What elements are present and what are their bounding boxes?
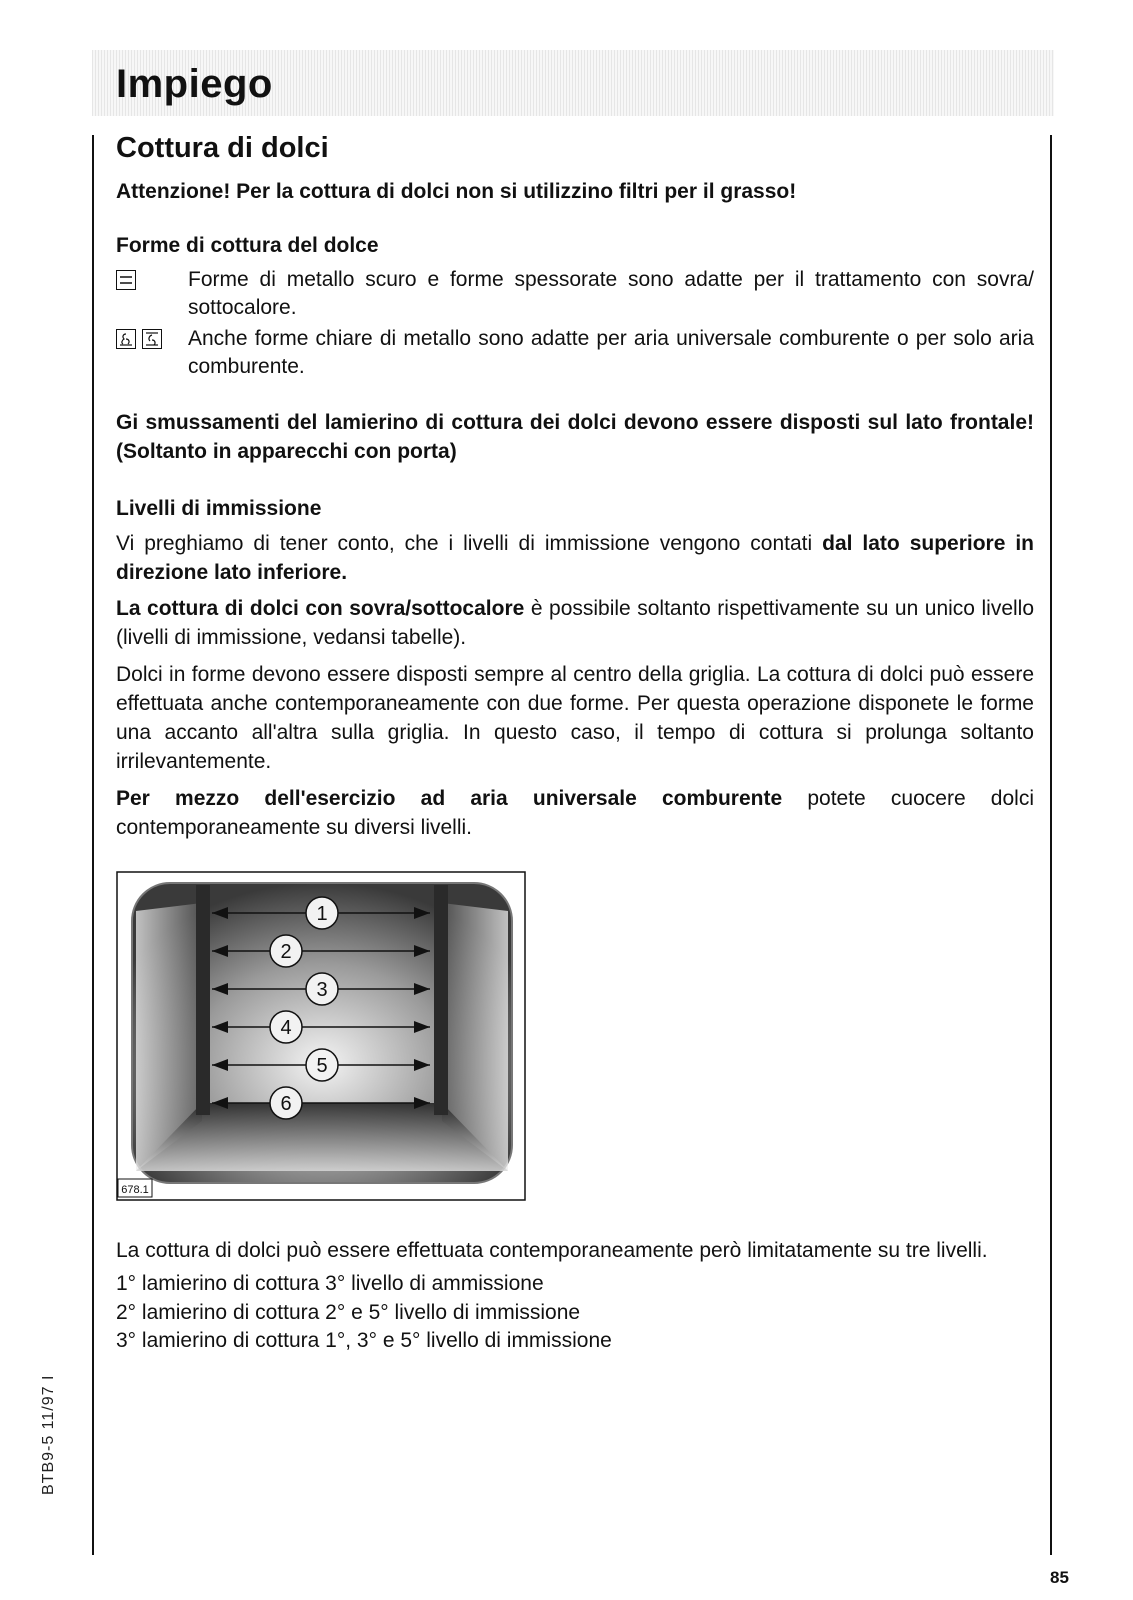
level-label: 1 — [316, 903, 328, 926]
right-margin-rule — [1050, 135, 1052, 1555]
level-label: 6 — [280, 1093, 292, 1116]
document-code: BTB9-5 11/97 I — [40, 1374, 57, 1495]
oven-interior-diagram — [116, 871, 526, 1201]
main-content — [116, 130, 1034, 1356]
list-item: 3° lamierino di cottura 1°, 3° e 5° livello di immissione — [116, 1329, 612, 1353]
left-margin-rule — [92, 135, 94, 1555]
right-shelf-rail — [434, 885, 448, 1115]
single-level-emphasis: La cottura di dolci con sovra/sottocalore — [116, 597, 525, 621]
universal-air-text: potete cuocere dolci contemporaneamente su diversi livelli. — [116, 787, 1034, 840]
level-label: 2 — [280, 941, 292, 964]
three-levels-paragraph: La cottura di dolci può essere effettuata contemporaneamente però limitatamente su tre livelli. — [116, 1239, 988, 1263]
level-label: 3 — [316, 979, 328, 1002]
levels-paragraph — [116, 530, 1034, 588]
universal-air-paragraph — [116, 785, 1034, 843]
universal-air-emphasis: Per mezzo dell'esercizio ad aria universale comburente — [116, 787, 783, 811]
universal-air-icon — [116, 329, 136, 349]
page-title: Impiego — [116, 62, 273, 106]
oven-levels-figure — [116, 871, 526, 1201]
list-item: 1° lamierino di cottura 3° livello di ammissione — [116, 1272, 544, 1296]
hot-air-icon — [142, 329, 162, 349]
level-label: 5 — [316, 1055, 328, 1078]
dark-metal-forms-text: Forme di metallo scuro e forme spessorate sono adatte per il trattamento con sovra/ sottocalore. — [188, 267, 1034, 320]
light-metal-forms-text: Anche forme chiare di metallo sono adatte per aria universale comburente o per solo aria comburente. — [188, 326, 1034, 378]
section-title: Cottura di dolci — [116, 132, 329, 164]
single-level-text: è possibile soltanto rispettivamente su un unico livello (livelli di immissione, vedansi tabelle). — [116, 597, 1035, 650]
levels-emphasis: dal lato superiore in direzione lato inferiore. — [116, 531, 1034, 584]
forms-center-paragraph: Dolci in forme devono essere disposti sempre al centro della griglia. La cottura di dolci può essere effettuata anche contemporaneamente con due forme. Per questa operazione disponete le forme una accanto all'altra sulla griglia. In questo caso, il tempo di cottura si prolunga soltanto irrilevantemente. — [116, 663, 1034, 774]
levels-heading: Livelli di immissione — [116, 497, 322, 521]
levels-text: Vi preghiamo di tener conto, che i livelli di immissione vengono contati — [116, 531, 823, 555]
list-item: 2° lamierino di cottura 2° e 5° livello di immissione — [116, 1300, 581, 1324]
top-bottom-heat-icon — [116, 270, 136, 290]
single-level-paragraph — [116, 595, 1034, 653]
grease-filter-warning: Attenzione! Per la cottura di dolci non si utilizzino filtri per il grasso! — [116, 180, 797, 204]
list-item — [116, 266, 1034, 323]
level-label: 4 — [280, 1017, 292, 1040]
figure-code: 678.1 — [121, 1184, 149, 1197]
left-shelf-rail — [196, 885, 210, 1115]
baking-forms-heading: Forme di cottura del dolce — [116, 233, 379, 257]
after-figure-text — [116, 1237, 1034, 1356]
tray-orientation-notice: Gi smussamenti del lamierino di cottura dei dolci devono essere disposti sul lato frontale! (Soltanto in apparecchi con porta) — [116, 411, 1034, 464]
list-item — [116, 325, 1034, 382]
page-number: 85 — [1050, 1568, 1069, 1587]
